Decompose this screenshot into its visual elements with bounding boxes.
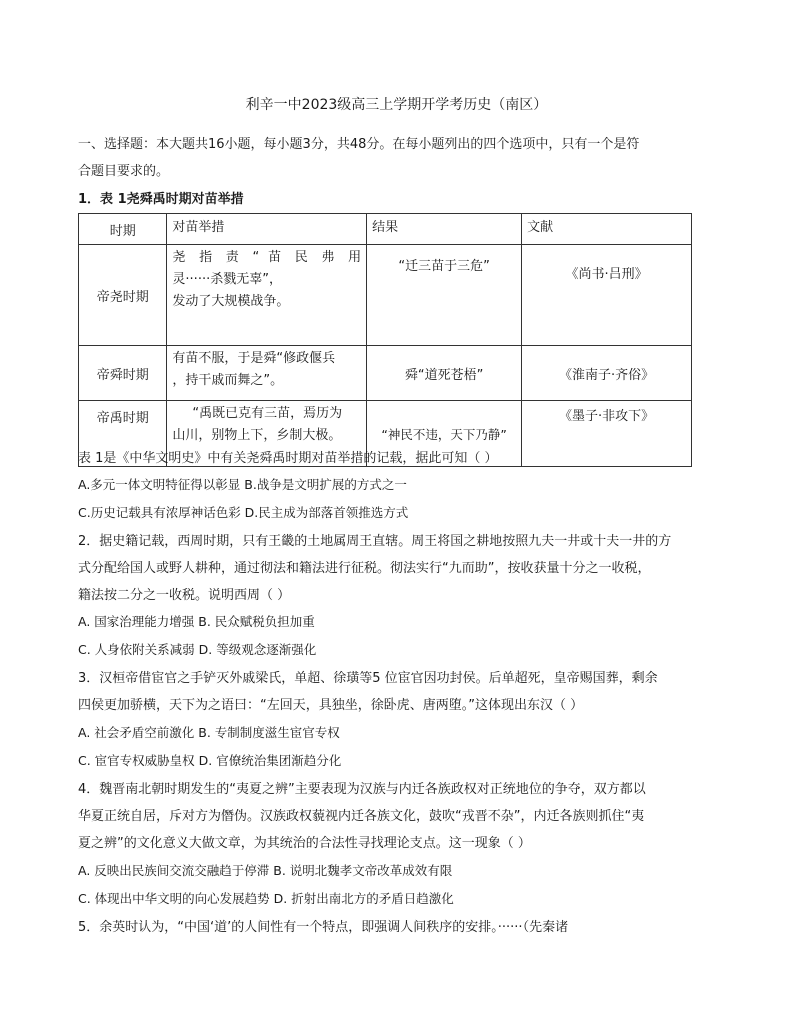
- q3-line-1: 3．汉桓帝借宦官之手铲灭外戚梁氏，单超、徐璜等5 位宦官因功封侯。后单超死，皇帝赐国葬，剩余: [78, 671, 658, 686]
- table-cell-period: 帝尧时期: [79, 245, 167, 346]
- q3-line-2: 四侯更加骄横，天下为之语曰：“左回天，具独坐，徐卧虎、唐两堕。”这体现出东汉（ ）: [78, 698, 584, 713]
- q4-options-line-1: A. 反映出民族间交流交融趋于停滞 B. 说明北魏孝文帝改革成效有限: [78, 863, 453, 878]
- table-cell-source: 《墨子·非攻下》: [522, 401, 692, 467]
- q1-options-line-2: C.历史记载具有浓厚神话色彩 D.民主成为部落首领推选方式: [78, 505, 409, 520]
- q4-line-3: 夏之辨”的文化意义大做文章，为其统治的合法性寻找理论支点。这一现象（ ）: [78, 836, 531, 851]
- q2-line-3: 籍法按二分之一收税。说明西周（ ）: [78, 588, 291, 603]
- q1-options-line-1: A.多元一体文明特征得以彰显 B.战争是文明扩展的方式之一: [78, 477, 407, 492]
- q4-line-1: 4．魏晋南北朝时期发生的“夷夏之辨”主要表现为汉族与内迁各族政权对正统地位的争夺，双方都以: [78, 782, 646, 797]
- table-cell-source: 《尚书·吕刑》: [522, 245, 692, 346]
- table-header-cell: 对苗举措: [167, 214, 367, 245]
- q2-options-line-1: A. 国家治理能力增强 B. 民众赋税负担加重: [78, 614, 315, 629]
- q2-line-1: 2．据史籍记载，西周时期，只有王畿的土地属周王直辖。周王将国之耕地按照九夫一井或十夫一井的方: [78, 534, 672, 549]
- table-cell-period: 帝舜时期: [79, 346, 167, 401]
- q3-options-line-1: A. 社会矛盾空前激化 B. 专制制度滋生宦官专权: [78, 725, 340, 740]
- table-row: [79, 346, 692, 401]
- measure-line: 山川，别物上下，乡制大极。: [172, 428, 342, 443]
- q3-options-line-2: C. 宦官专权威胁皇权 D. 官僚统治集团渐趋分化: [78, 753, 342, 768]
- q2-options-line-2: C. 人身依附关系减弱 D. 等级观念逐渐强化: [78, 642, 317, 657]
- q4-line-2: 华夏正统自居，斥对方为僭伪。汉族政权藐视内迁各族文化，鼓吹“戎晋不杂”，内迁各族则抓住“夷: [78, 809, 645, 824]
- measure-line: 灵······杀戮无辜”，: [172, 272, 282, 287]
- measure-line: ，持干戚而舞之”。: [172, 373, 284, 388]
- table-header-cell: 时期: [79, 214, 167, 245]
- page-title: 利辛一中2023级高三上学期开学考历史（南区）: [245, 97, 548, 113]
- q4-options-line-2: C. 体现出中华文明的向心发展趋势 D. 折射出南北方的矛盾日趋激化: [78, 891, 454, 906]
- q2-line-2: 式分配给国人或野人耕种，通过彻法和籍法进行征税。彻法实行“九而助”，按收获量十分之一收税，: [78, 561, 651, 576]
- q5-line-1: 5．余英时认为，“中国‘道’的人间性有一个特点，即强调人间秩序的安排。······（先秦诸: [78, 920, 569, 935]
- q1-stem: 1．表 1尧舜禹时期对苗举措: [78, 192, 244, 207]
- measure-line: “禹既已克有三苗，焉历为: [192, 406, 343, 421]
- table-header-row: [79, 214, 692, 245]
- table-cell-result: “迁三苗于三危”: [367, 245, 522, 346]
- table-header-cell: 文献: [522, 214, 692, 245]
- measure-line: 有苗不服，于是舜“修政偃兵: [172, 351, 336, 366]
- measure-line: 尧 指 责 “ 苗 民 弗 用: [172, 250, 362, 265]
- table-header-cell: 结果: [367, 214, 522, 245]
- table-cell-period: 帝禹时期: [79, 401, 167, 467]
- q1-after-text: 表 1是《中华文明史》中有关尧舜禹时期对苗举措的记载，据此可知（ ）: [78, 451, 498, 466]
- instructions-line-1: 一、选择题：本大题共16小题，每小题3分，共48分。在每小题列出的四个选项中，只有一个是符: [78, 137, 640, 152]
- table-cell-measure: [167, 245, 367, 346]
- table-row: [79, 245, 692, 346]
- table-cell-measure: [167, 346, 367, 401]
- instructions-line-2: 合题目要求的。: [78, 164, 170, 179]
- table-cell-result: 舜“道死苍梧”: [367, 346, 522, 401]
- q1-table: [78, 213, 692, 467]
- table-cell-source: 《淮南子·齐俗》: [522, 346, 692, 401]
- table-cell-result: “神民不违，天下乃静”: [367, 401, 522, 467]
- measure-line: 发动了大规模战争。: [172, 294, 290, 309]
